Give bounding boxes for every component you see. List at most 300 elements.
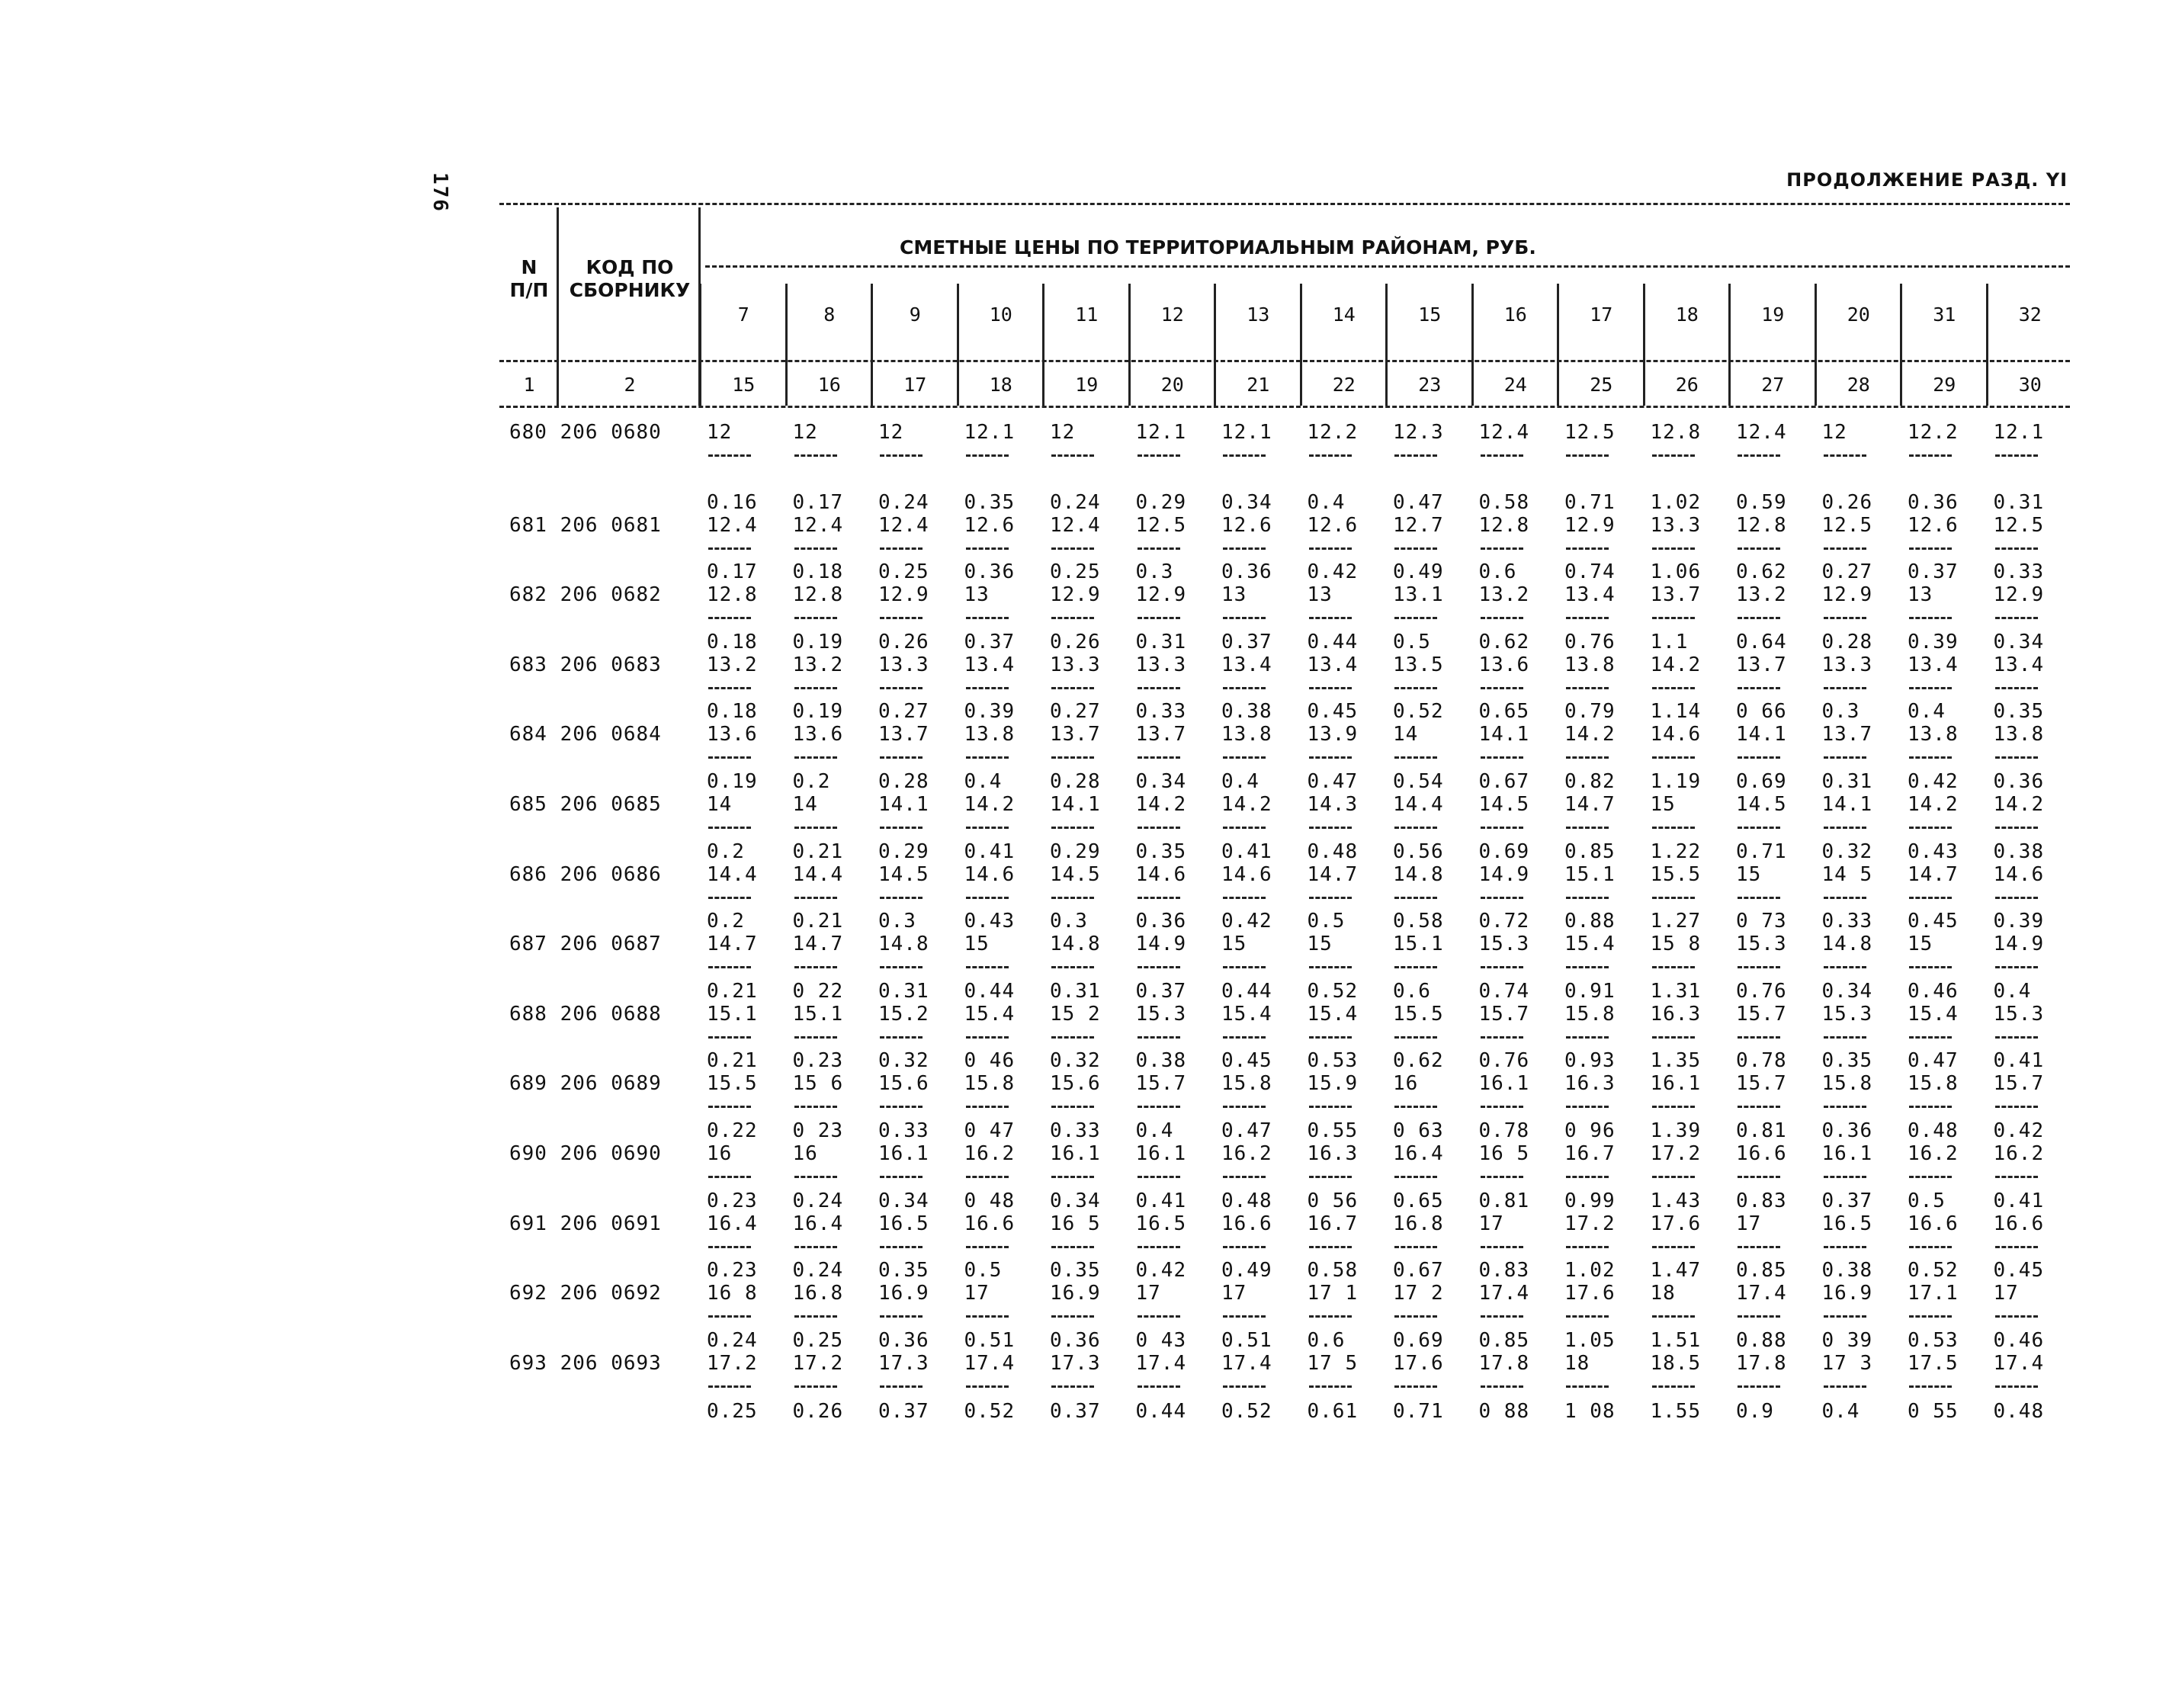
final-coefficient: 0.48: [1993, 1400, 2045, 1424]
price-cell: [1050, 1259, 1101, 1328]
price-coefficient: 0.38: [1135, 1049, 1187, 1073]
price-coefficient: 1.14: [1650, 700, 1702, 724]
row-code: 689 206 0689: [509, 1072, 662, 1096]
price-value: 14.6: [1650, 723, 1702, 746]
price-value: 18: [1650, 1282, 1676, 1305]
price-coefficient: 0.78: [1736, 1049, 1787, 1073]
price-value: 16.2: [1221, 1142, 1272, 1165]
price-coefficient: 0.36: [878, 1328, 929, 1352]
price-value: 16.1: [1478, 1072, 1530, 1096]
price-coefficient: 0.36: [1993, 770, 2045, 793]
fraction-bar: [1394, 1315, 1437, 1318]
price-cell: [1393, 560, 1444, 630]
price-coefficient: 0.4: [1307, 490, 1346, 514]
price-cell: [1564, 1119, 1616, 1189]
price-value: 16: [707, 1142, 733, 1165]
fraction-bar: [1309, 1385, 1352, 1388]
price-cell: [1136, 1259, 1187, 1328]
price-value: 14.7: [1564, 793, 1616, 816]
fraction-bar: [1824, 1246, 1866, 1248]
price-cell: [1308, 421, 1359, 467]
price-coefficient: 0.47: [1307, 770, 1359, 793]
price-cell: [1479, 631, 1530, 700]
price-cell: [1393, 1259, 1444, 1328]
fraction-bar: [880, 827, 923, 829]
price-cell: [1822, 631, 1873, 700]
price-value: 16.6: [1993, 1212, 2045, 1235]
fraction-bar: [1394, 1385, 1437, 1388]
price-cell: [1908, 910, 1959, 979]
price-cell: [1651, 1190, 1702, 1259]
fraction-bar: [1995, 1385, 2038, 1388]
price-coefficient: 0.31: [1821, 770, 1873, 793]
fraction-bar: [1995, 1106, 2038, 1108]
fraction-bar: [1309, 1246, 1352, 1248]
price-cell: [1393, 421, 1444, 467]
price-cell: [1908, 840, 1959, 910]
fraction-bar: [966, 547, 1009, 550]
column-number: 18: [989, 374, 1012, 396]
price-coefficient: 0.88: [1736, 1328, 1787, 1352]
price-value: 15.8: [1564, 1002, 1616, 1026]
fraction-bar: [1738, 547, 1780, 550]
price-value: 12.4: [1478, 421, 1530, 444]
price-value: 12: [707, 421, 733, 444]
fraction-bar: [1138, 454, 1180, 457]
price-coefficient: 0.31: [1050, 979, 1101, 1003]
price-coefficient: 0.24: [707, 1328, 758, 1352]
price-cell: [1393, 1119, 1444, 1189]
price-value: 16.4: [792, 1212, 844, 1235]
price-coefficient: 0.29: [878, 840, 929, 863]
price-cell: [1050, 491, 1101, 560]
price-value: 17.6: [1393, 1351, 1444, 1375]
fraction-bar: [966, 617, 1009, 619]
price-cell: [707, 421, 751, 467]
price-coefficient: 0.24: [792, 1189, 844, 1212]
fraction-bar: [1051, 1315, 1094, 1318]
price-coefficient: 0.65: [1478, 700, 1530, 724]
price-coefficient: 0.81: [1736, 1119, 1787, 1142]
price-coefficient: 0.27: [878, 700, 929, 724]
final-coefficient: 0.37: [1050, 1400, 1101, 1424]
price-coefficient: 0.58: [1478, 490, 1530, 514]
price-coefficient: 0.64: [1736, 630, 1787, 653]
price-coefficient: 0.38: [1993, 840, 2045, 863]
price-cell: [1308, 910, 1352, 979]
fraction-bar: [1309, 966, 1352, 968]
price-coefficient: 0.36: [1050, 1328, 1101, 1352]
price-value: 12.7: [1393, 513, 1444, 537]
price-cell: [1908, 1329, 1959, 1398]
price-cell: [1221, 1049, 1272, 1119]
price-value: 15.5: [1650, 862, 1702, 886]
price-value: 16.3: [1564, 1072, 1616, 1096]
price-cell: [1994, 421, 2045, 467]
fraction-bar: [794, 827, 837, 829]
price-cell: [1822, 980, 1873, 1049]
price-coefficient: 0.26: [1821, 490, 1873, 514]
fraction-bar: [1051, 1176, 1094, 1178]
price-coefficient: 0.33: [1050, 1119, 1101, 1142]
fraction-bar: [1566, 547, 1609, 550]
price-value: 16.9: [1050, 1282, 1101, 1305]
price-cell: [1308, 1049, 1359, 1119]
price-cell: [1050, 421, 1094, 467]
fraction-bar: [1309, 1315, 1352, 1318]
fraction-bar: [1824, 1106, 1866, 1108]
price-value: 17.2: [1564, 1212, 1616, 1235]
price-cell: [1479, 700, 1530, 769]
fraction-bar: [966, 966, 1009, 968]
price-value: 16.2: [964, 1142, 1016, 1165]
price-value: 12.1: [1993, 421, 2045, 444]
price-coefficient: 0.29: [1135, 490, 1187, 514]
price-coefficient: 1.1: [1650, 630, 1689, 653]
fraction-bar: [1051, 827, 1094, 829]
fraction-bar: [1824, 547, 1866, 550]
price-coefficient: 0.36: [964, 560, 1016, 584]
fraction-bar: [1223, 1315, 1266, 1318]
price-coefficient: 0.48: [1307, 840, 1359, 863]
price-value: 12.2: [1908, 421, 1959, 444]
price-coefficient: 0.35: [1993, 700, 2045, 724]
price-coefficient: 0.44: [1307, 630, 1359, 653]
price-value: 14.9: [1478, 862, 1530, 886]
price-value: 14: [707, 793, 733, 816]
price-coefficient: 0 66: [1736, 700, 1787, 724]
price-coefficient: 0 63: [1393, 1119, 1444, 1142]
row-code: 680 206 0680: [509, 421, 662, 444]
fraction-bar: [1481, 756, 1523, 759]
fraction-bar: [1566, 897, 1609, 899]
fraction-bar: [1652, 827, 1695, 829]
fraction-bar: [1738, 897, 1780, 899]
price-value: 17.8: [1736, 1351, 1787, 1375]
column-number: 17: [903, 374, 927, 396]
price-value: 17.4: [1993, 1351, 2045, 1375]
price-coefficient: 0.53: [1307, 1049, 1359, 1073]
price-value: 15.1: [707, 1002, 758, 1026]
price-value: 16 5: [1050, 1212, 1101, 1235]
final-coefficient: 0.37: [878, 1400, 929, 1424]
price-value: 15.3: [1135, 1002, 1187, 1026]
price-cell: [1994, 980, 2045, 1049]
price-value: 12.9: [1135, 583, 1187, 607]
price-cell: [1736, 770, 1787, 840]
price-value: 16 8: [707, 1282, 758, 1305]
price-coefficient: 0.44: [964, 979, 1016, 1003]
price-cell: [1822, 1049, 1873, 1119]
fraction-bar: [1824, 827, 1866, 829]
fraction-bar: [880, 617, 923, 619]
price-value: 17.8: [1478, 1351, 1530, 1375]
district-header: 14: [1332, 303, 1356, 326]
fraction-bar: [880, 1315, 923, 1318]
fraction-bar: [1909, 1106, 1952, 1108]
fraction-bar: [1824, 1385, 1866, 1388]
fraction-bar: [1566, 1315, 1609, 1318]
price-value: 16.1: [878, 1142, 929, 1165]
price-cell: [707, 1259, 758, 1328]
column-number-rule: [499, 406, 2070, 408]
price-coefficient: 0.81: [1478, 1189, 1530, 1212]
price-coefficient: 0 56: [1307, 1189, 1359, 1212]
fraction-bar: [794, 1106, 837, 1108]
price-cell: [1564, 840, 1616, 910]
price-value: 12.9: [1993, 583, 2045, 607]
price-value: 16.1: [1050, 1142, 1101, 1165]
fraction-bar: [1738, 966, 1780, 968]
price-cell: [1136, 1329, 1187, 1398]
fraction-bar: [1051, 1106, 1094, 1108]
price-coefficient: 0.35: [1135, 840, 1187, 863]
price-value: 14.4: [792, 862, 844, 886]
fraction-bar: [1909, 617, 1952, 619]
price-value: 12.2: [1307, 421, 1359, 444]
price-coefficient: 0.46: [1908, 979, 1959, 1003]
price-coefficient: 0.31: [1993, 490, 2045, 514]
price-coefficient: 0.19: [707, 770, 758, 793]
price-cell: [1050, 980, 1101, 1049]
price-coefficient: 0.24: [878, 490, 929, 514]
price-cell: [1651, 910, 1702, 979]
price-coefficient: 0.24: [1050, 490, 1101, 514]
price-coefficient: 0 23: [792, 1119, 844, 1142]
fraction-bar: [1223, 897, 1266, 899]
price-coefficient: 1.51: [1650, 1328, 1702, 1352]
price-cell: [1564, 421, 1616, 467]
fraction-bar: [1138, 1176, 1180, 1178]
fraction-bar: [1223, 1385, 1266, 1388]
fraction-bar: [1652, 1315, 1695, 1318]
price-coefficient: 0.78: [1478, 1119, 1530, 1142]
fraction-bar: [1481, 454, 1523, 457]
price-cell: [1136, 1049, 1187, 1119]
price-cell: [1479, 840, 1530, 910]
price-cell: [1393, 491, 1444, 560]
district-header: 12: [1160, 303, 1184, 326]
price-cell: [1050, 910, 1101, 979]
price-value: 13.6: [792, 723, 844, 746]
price-value: 15: [1221, 933, 1247, 956]
price-cell: [1050, 700, 1101, 769]
price-cell: [1822, 1190, 1873, 1259]
fraction-bar: [1481, 1176, 1523, 1178]
price-coefficient: 0.43: [964, 910, 1016, 933]
price-cell: [1908, 1190, 1959, 1259]
price-value: 15: [1650, 793, 1676, 816]
final-coefficient: 1.55: [1650, 1400, 1702, 1424]
price-value: 12.1: [1135, 421, 1187, 444]
fraction-bar: [1309, 1036, 1352, 1039]
fraction-bar: [1566, 1106, 1609, 1108]
price-value: 13: [1221, 583, 1247, 607]
price-coefficient: 0 48: [964, 1189, 1016, 1212]
price-coefficient: 0.48: [1908, 1119, 1959, 1142]
price-value: 16: [1393, 1072, 1419, 1096]
price-coefficient: 0.25: [878, 560, 929, 584]
price-value: 13.8: [964, 723, 1016, 746]
fraction-bar: [794, 1385, 837, 1388]
fraction-bar: [880, 547, 923, 550]
price-cell: [1822, 770, 1873, 840]
price-value: 15 6: [792, 1072, 844, 1096]
final-coefficient: 0 88: [1478, 1400, 1530, 1424]
price-cell: [1564, 560, 1616, 630]
fraction-bar: [966, 1246, 1009, 1248]
price-value: 17 1: [1307, 1282, 1359, 1305]
price-value: 15.1: [1393, 933, 1444, 956]
final-coefficient: 0 55: [1908, 1400, 1959, 1424]
price-coefficient: 0.21: [707, 1049, 758, 1073]
price-cell: [1908, 1119, 1959, 1189]
price-coefficient: 0.37: [1908, 560, 1959, 584]
price-cell: [964, 910, 1016, 979]
fraction-bar: [1909, 897, 1952, 899]
fraction-bar: [1738, 1036, 1780, 1039]
price-cell: [707, 840, 758, 910]
price-cell: [793, 910, 844, 979]
price-cell: [1736, 1329, 1787, 1398]
price-coefficient: 0.24: [792, 1259, 844, 1283]
price-value: 13.8: [1908, 723, 1959, 746]
fraction-bar: [1394, 966, 1437, 968]
fraction-bar: [1223, 454, 1266, 457]
price-coefficient: 0.36: [1135, 910, 1187, 933]
fraction-bar: [1995, 617, 2038, 619]
price-coefficient: 0 47: [964, 1119, 1016, 1142]
fraction-bar: [1394, 547, 1437, 550]
price-value: 14.9: [1993, 933, 2045, 956]
fraction-bar: [1824, 1036, 1866, 1039]
fraction-bar: [880, 756, 923, 759]
price-value: 14.8: [1821, 933, 1873, 956]
price-cell: [1736, 910, 1787, 979]
price-coefficient: 0.67: [1478, 770, 1530, 793]
price-cell: [878, 840, 929, 910]
price-value: 13.4: [1307, 653, 1359, 676]
price-value: 14.1: [1736, 723, 1787, 746]
price-coefficient: 0.33: [1135, 700, 1187, 724]
price-cell: [878, 1190, 929, 1259]
price-coefficient: 0.4: [1993, 979, 2032, 1003]
price-cell: [1479, 980, 1530, 1049]
price-value: 15.8: [964, 1072, 1016, 1096]
price-value: 12.8: [792, 583, 844, 607]
district-header: 31: [1933, 303, 1956, 326]
price-value: 17.4: [1478, 1282, 1530, 1305]
fraction-bar: [1138, 756, 1180, 759]
price-coefficient: 0.25: [1050, 560, 1101, 584]
price-value: 16.4: [707, 1212, 758, 1235]
fraction-bar: [794, 547, 837, 550]
price-cell: [1994, 1190, 2045, 1259]
fraction-bar: [1652, 897, 1695, 899]
price-value: 13.4: [1993, 653, 2045, 676]
price-cell: [1822, 910, 1873, 979]
fraction-bar: [966, 756, 1009, 759]
price-coefficient: 0.46: [1993, 1328, 2045, 1352]
price-value: 14.4: [1393, 793, 1444, 816]
fraction-bar: [1051, 897, 1094, 899]
price-value: 13.6: [707, 723, 758, 746]
district-header: 8: [823, 303, 836, 326]
price-cell: [964, 1329, 1016, 1398]
price-cell: [707, 1190, 758, 1259]
final-coefficient: 0.52: [964, 1400, 1016, 1424]
price-coefficient: 0.28: [1821, 630, 1873, 653]
column-number: 20: [1160, 374, 1184, 396]
price-value: 13.2: [707, 653, 758, 676]
price-cell: [1822, 1329, 1873, 1398]
price-value: 13.8: [1993, 723, 2045, 746]
fraction-bar: [1566, 1176, 1609, 1178]
fraction-bar: [880, 687, 923, 689]
fraction-bar: [1652, 687, 1695, 689]
price-cell: [878, 700, 929, 769]
price-value: 12.9: [878, 583, 929, 607]
price-cell: [1822, 560, 1873, 630]
price-coefficient: 0.39: [964, 700, 1016, 724]
row-code: 691 206 0691: [509, 1212, 662, 1235]
price-cell: [1221, 421, 1272, 467]
fraction-bar: [1995, 454, 2038, 457]
price-cell: [1994, 560, 2045, 630]
final-coefficient: 0.44: [1135, 1400, 1187, 1424]
price-coefficient: 0.47: [1221, 1119, 1272, 1142]
price-coefficient: 0.99: [1564, 1189, 1616, 1212]
fraction-bar: [1051, 454, 1094, 457]
price-cell: [1651, 770, 1702, 840]
fraction-bar: [1909, 1315, 1952, 1318]
price-cell: [793, 1049, 844, 1119]
fraction-bar: [966, 687, 1009, 689]
price-coefficient: 0.4: [1908, 700, 1946, 724]
fraction-bar: [1652, 1106, 1695, 1108]
fraction-bar: [1738, 454, 1780, 457]
price-value: 18.5: [1650, 1351, 1702, 1375]
price-cell: [1564, 631, 1616, 700]
fraction-bar: [1394, 1036, 1437, 1039]
price-value: 17 3: [1821, 1351, 1873, 1375]
fraction-bar: [708, 687, 751, 689]
fraction-bar: [1309, 1176, 1352, 1178]
fraction-bar: [708, 827, 751, 829]
price-value: 15.4: [964, 1002, 1016, 1026]
fraction-bar: [708, 1315, 751, 1318]
price-coefficient: 0.52: [1908, 1259, 1959, 1283]
fraction-bar: [708, 756, 751, 759]
fraction-bar: [794, 756, 837, 759]
price-coefficient: 0.34: [1221, 490, 1272, 514]
price-cell: [1651, 421, 1702, 467]
price-coefficient: 0.17: [792, 490, 844, 514]
price-value: 17.4: [1736, 1282, 1787, 1305]
district-divider: [957, 284, 959, 406]
price-value: 16.1: [1135, 1142, 1187, 1165]
price-value: 14.2: [1564, 723, 1616, 746]
price-cell: [878, 631, 929, 700]
price-value: 12.5: [1993, 513, 2045, 537]
price-coefficient: 0.23: [707, 1189, 758, 1212]
price-cell: [1308, 631, 1359, 700]
fraction-bar: [1738, 1385, 1780, 1388]
price-value: 15.2: [878, 1002, 929, 1026]
price-value: 12.8: [1478, 513, 1530, 537]
fraction-bar: [1223, 547, 1266, 550]
price-coefficient: 0.2: [707, 840, 745, 863]
